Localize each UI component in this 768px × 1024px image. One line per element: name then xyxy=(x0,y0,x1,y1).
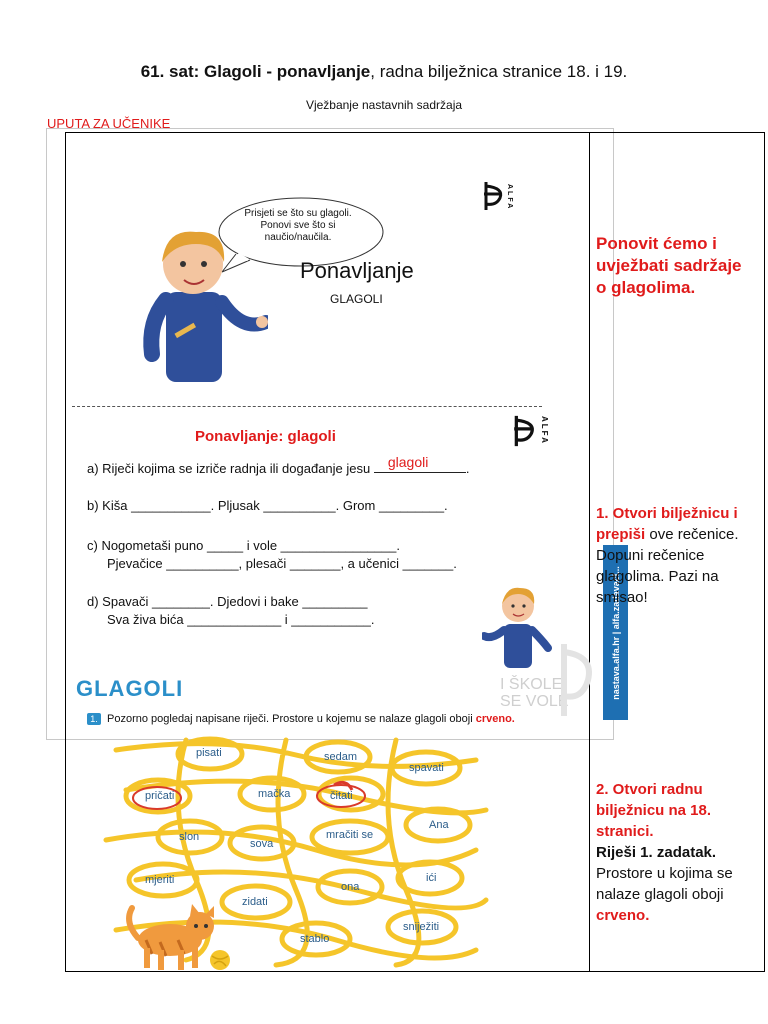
maze-word: sniježiti xyxy=(403,921,440,933)
maze-word: pisati xyxy=(196,747,222,759)
watermark-line: I ŠKOLE xyxy=(500,676,563,693)
worksheet-subheading: GLAGOLI xyxy=(330,292,383,306)
instruction-2-rest: ove rečenice. Dopuni rečenice glagolima. Pazi na smisao! xyxy=(596,526,739,606)
maze-word: spavati xyxy=(409,762,444,774)
instruction-3-rest: Prostore u kojima se nalaze glagoli oboji xyxy=(596,865,733,903)
maze-word: slon xyxy=(179,831,200,843)
task-text: Pozorno pogledaj napisane riječi. Prostore u kojemu se nalaze glagoli oboji xyxy=(107,713,473,725)
answer-line xyxy=(374,454,466,473)
right-instruction-2 xyxy=(596,503,756,608)
title-bold: 61. sat: Glagoli - ponavljanje xyxy=(140,62,371,81)
instruction-2-red: 1. Otvori bilježnicu i prepiši xyxy=(596,505,738,543)
instruction-3-color: crveno. xyxy=(596,907,650,924)
alfa-text: ALFA xyxy=(540,416,549,445)
exercise-heading: Ponavljanje: glagoli xyxy=(195,428,336,445)
workbook-task xyxy=(87,713,515,725)
exercise-a-text: a) Riječi kojima se izriče radnja ili događanje jesu xyxy=(87,461,371,476)
right-instruction-1: Ponovit ćemo i uvježbati sadržaje o glagolima. xyxy=(596,234,742,297)
bubble-line: Prisjeti se što su glagoli. xyxy=(244,208,352,219)
bubble-line: Ponovi sve što si xyxy=(260,220,336,231)
strip-text: nastava.alfa.hr | alfa.zadavaci... xyxy=(610,565,621,700)
maze-word: ona xyxy=(341,881,360,893)
maze-word: pričati xyxy=(145,790,175,802)
exercise-c-line2: Pjevačice __________, plesači _______, a učenici _______. xyxy=(107,556,457,571)
maze-word: zidati xyxy=(242,896,268,908)
divider-dashed xyxy=(72,406,542,407)
exercise-a: a) Riječi kojima se izriče radnja ili događanje jesu glagoli . xyxy=(87,454,470,476)
exercise-d-line2: Sva živa bića _____________ i ___________. xyxy=(107,612,375,627)
bubble-line: naučio/naučila. xyxy=(264,232,332,243)
worksheet-heading: Ponavljanje xyxy=(300,258,414,283)
exercise-d-line1: d) Spavači ________. Djedovi i bake _________ xyxy=(87,594,368,609)
task-number: 1. xyxy=(87,713,101,725)
watermark-line: SE VOLE xyxy=(500,693,569,710)
exercise-a-answer: glagoli xyxy=(387,454,429,470)
instruction-3-red: 2. Otvori radnu bilježnicu na 18. stranici. xyxy=(596,781,712,840)
cat-illustration xyxy=(122,902,246,972)
exercise-c-line1: c) Nogometaši puno _____ i vole ________________. xyxy=(87,538,400,553)
alfa-text: ALFA xyxy=(506,184,513,211)
alfa-logo xyxy=(512,412,549,455)
maze-word: mračiti se xyxy=(326,829,374,841)
watermark-a-logo xyxy=(556,640,596,720)
maze-word: Ana xyxy=(429,819,449,831)
alfa-logo xyxy=(482,180,513,217)
boy-illustration xyxy=(138,222,268,384)
title-rest: , radna bilježnica stranice 18. i 19. xyxy=(370,62,628,81)
maze-word: sedam xyxy=(324,751,358,763)
task-color-word: crveno. xyxy=(475,713,515,725)
workbook-title: GLAGOLI xyxy=(76,676,184,701)
maze-word: mačka xyxy=(258,788,291,800)
right-instruction-3 xyxy=(596,779,756,926)
alfa-logo-icon xyxy=(482,180,506,212)
page-title xyxy=(0,62,768,82)
exercise-b: b) Kiša ___________. Pljusak __________. Grom _________. xyxy=(87,498,448,513)
column-divider xyxy=(589,132,590,972)
uputa-label: UPUTA ZA UČENIKE xyxy=(47,116,171,131)
subtitle: Vježbanje nastavnih sadržaja xyxy=(305,98,463,112)
maze-word: ići xyxy=(426,872,437,884)
maze-word: sova xyxy=(250,838,274,850)
maze-word: mjeriti xyxy=(145,874,175,886)
maze-word: stablo xyxy=(300,933,330,945)
instruction-3-bold: Riješi 1. zadatak. xyxy=(596,844,717,861)
small-boy-illustration xyxy=(482,584,552,670)
alfa-logo-icon xyxy=(512,412,538,450)
maze-word: čitati xyxy=(330,790,353,802)
